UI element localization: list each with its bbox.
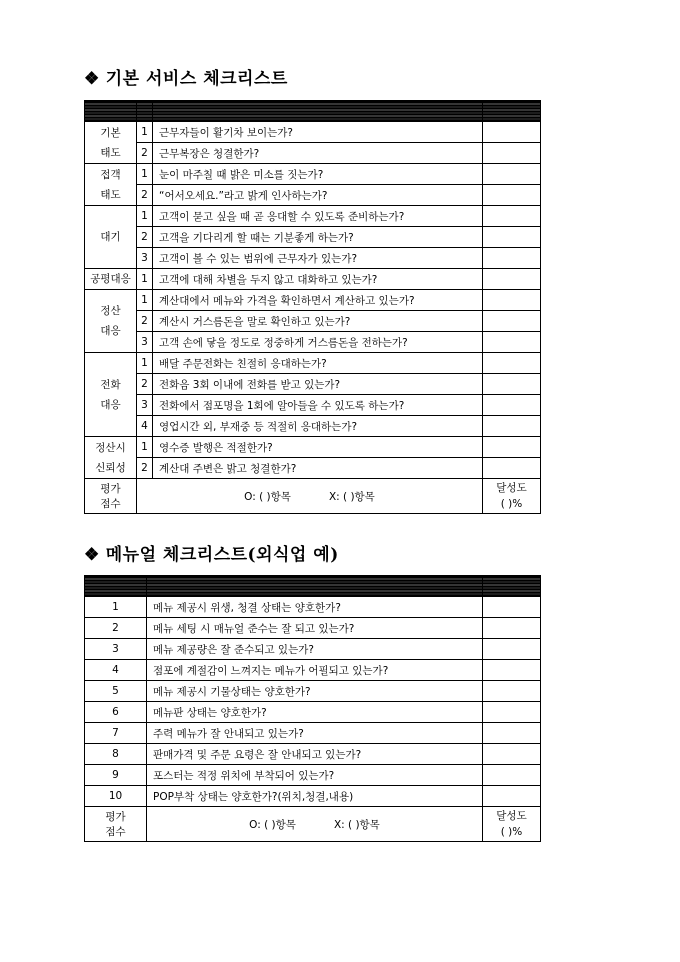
check-question: 고객을 기다리게 할 때는 기분좋게 하는가? xyxy=(153,227,483,248)
check-question: 주력 메뉴가 잘 안내되고 있는가? xyxy=(147,723,483,744)
achievement-rate-text: 달성도 xyxy=(496,810,527,822)
check-result-cell[interactable] xyxy=(483,143,541,164)
table-row xyxy=(85,164,541,185)
section2-title xyxy=(84,540,339,565)
table-row xyxy=(85,416,541,437)
item-number: 3 xyxy=(137,395,153,416)
check-question: 고객에 대해 차별을 두지 않고 대화하고 있는가? xyxy=(153,269,483,290)
table-row xyxy=(85,269,541,290)
table-row xyxy=(85,639,541,660)
check-question: 메뉴 세팅 시 매뉴얼 준수는 잘 되고 있는가? xyxy=(147,618,483,639)
check-question: 포스터는 적정 위치에 부착되어 있는가? xyxy=(147,765,483,786)
category-label: 전화 xyxy=(100,378,121,391)
table-row xyxy=(85,353,541,374)
item-number: 1 xyxy=(137,164,153,185)
evaluation-row xyxy=(85,807,541,842)
category-label: 태도 xyxy=(100,146,121,159)
item-number: 1 xyxy=(137,290,153,311)
check-result-cell[interactable] xyxy=(483,597,541,618)
table-row xyxy=(85,395,541,416)
table-row xyxy=(85,374,541,395)
check-result-cell[interactable] xyxy=(483,765,541,786)
check-question: 고객 손에 닿을 정도로 정중하게 거스름돈을 전하는가? xyxy=(153,332,483,353)
check-result-cell[interactable] xyxy=(483,122,541,143)
item-number: 2 xyxy=(137,374,153,395)
item-number: 2 xyxy=(137,311,153,332)
check-question: 근무자들이 활기차 보이는가? xyxy=(153,122,483,143)
table-row xyxy=(85,786,541,807)
category-label: 대응 xyxy=(100,325,121,337)
section1-title xyxy=(84,64,288,89)
evaluation-score xyxy=(137,479,483,514)
category-label: 정산시 xyxy=(95,441,126,454)
category-label: 태도 xyxy=(100,188,121,201)
check-question: 계산시 거스름돈을 말로 확인하고 있는가? xyxy=(153,311,483,332)
table-row xyxy=(85,723,541,744)
table-row xyxy=(85,681,541,702)
category-label: 신뢰성 xyxy=(95,461,126,474)
item-number: 7 xyxy=(85,723,147,744)
check-question: “어서오세요.”라고 밝게 인사하는가? xyxy=(153,185,483,206)
table-row xyxy=(85,248,541,269)
check-result-cell[interactable] xyxy=(483,353,541,374)
achievement-rate-text: ( )% xyxy=(500,826,523,838)
table-row xyxy=(85,702,541,723)
category-label: 대기 xyxy=(100,231,121,243)
header-row xyxy=(85,576,541,597)
table-row xyxy=(85,765,541,786)
table-row xyxy=(85,437,541,458)
check-question: 점포에 계절감이 느껴지는 메뉴가 어필되고 있는가? xyxy=(147,660,483,681)
table-row xyxy=(85,206,541,227)
item-number: 6 xyxy=(85,702,147,723)
item-number: 4 xyxy=(137,416,153,437)
check-result-cell[interactable] xyxy=(483,723,541,744)
check-result-cell[interactable] xyxy=(483,185,541,206)
check-result-cell[interactable] xyxy=(483,269,541,290)
check-question: 계산대에서 메뉴와 가격을 확인하면서 계산하고 있는가? xyxy=(153,290,483,311)
item-number: 3 xyxy=(85,639,147,660)
item-number: 4 xyxy=(85,660,147,681)
diamond-bullet-icon: ❖ xyxy=(84,545,100,565)
category-label: 기본 xyxy=(100,126,121,139)
item-number: 2 xyxy=(137,143,153,164)
evaluation-row xyxy=(85,479,541,514)
achievement-rate[interactable] xyxy=(483,807,541,842)
item-number: 10 xyxy=(85,786,147,807)
item-number: 2 xyxy=(137,185,153,206)
evaluation-label-text: 평가 xyxy=(100,483,121,495)
achievement-rate[interactable] xyxy=(483,479,541,514)
evaluation-label-text: 평가 xyxy=(105,811,126,823)
x-count-field[interactable]: X: ( )항목 xyxy=(333,818,380,831)
check-result-cell[interactable] xyxy=(483,206,541,227)
o-count-field[interactable]: O: ( )항목 xyxy=(244,490,291,503)
check-question: 전화에서 점포명을 1회에 알아들을 수 있도록 하는가? xyxy=(153,395,483,416)
check-question: 판매가격 및 주문 요령은 잘 안내되고 있는가? xyxy=(147,744,483,765)
table-row xyxy=(85,143,541,164)
check-question: 메뉴 제공량은 잘 준수되고 있는가? xyxy=(147,639,483,660)
table-row xyxy=(85,744,541,765)
item-number: 5 xyxy=(85,681,147,702)
check-result-cell[interactable] xyxy=(483,786,541,807)
x-count-field[interactable]: X: ( )항목 xyxy=(328,490,375,503)
check-question: POP부착 상태는 양호한가?(위치,청결,내용) xyxy=(147,786,483,807)
check-question: 배달 주문전화는 친절히 응대하는가? xyxy=(153,353,483,374)
check-result-cell[interactable] xyxy=(483,227,541,248)
check-result-cell[interactable] xyxy=(483,332,541,353)
basic-service-checklist-table xyxy=(84,100,541,514)
header-cell xyxy=(85,101,137,122)
check-question: 전화음 3회 이내에 전화를 받고 있는가? xyxy=(153,374,483,395)
check-result-cell[interactable] xyxy=(483,248,541,269)
category-label: 대응 xyxy=(100,398,121,411)
check-result-cell[interactable] xyxy=(483,416,541,437)
check-result-cell[interactable] xyxy=(483,702,541,723)
table-row xyxy=(85,597,541,618)
table-row xyxy=(85,618,541,639)
check-result-cell[interactable] xyxy=(483,437,541,458)
category-cell xyxy=(85,437,137,479)
check-result-cell[interactable] xyxy=(483,395,541,416)
item-number: 1 xyxy=(137,122,153,143)
check-question: 고객이 볼 수 있는 범위에 근무자가 있는가? xyxy=(153,248,483,269)
item-number: 2 xyxy=(137,227,153,248)
table-row xyxy=(85,311,541,332)
header-cell xyxy=(85,576,147,597)
item-number: 9 xyxy=(85,765,147,786)
check-question: 영수증 발행은 적절한가? xyxy=(153,437,483,458)
check-question: 메뉴 제공시 기물상태는 양호한가? xyxy=(147,681,483,702)
category-cell xyxy=(85,269,137,290)
table-row xyxy=(85,185,541,206)
check-result-cell[interactable] xyxy=(483,290,541,311)
manual-checklist-table xyxy=(84,575,541,842)
check-result-cell[interactable] xyxy=(483,311,541,332)
check-question: 눈이 마주칠 때 밝은 미소를 짓는가? xyxy=(153,164,483,185)
category-label: 공평대응 xyxy=(90,273,131,285)
category-label: 접객 xyxy=(100,168,121,181)
check-result-cell[interactable] xyxy=(483,164,541,185)
evaluation-label xyxy=(85,807,147,842)
category-cell xyxy=(85,206,137,269)
check-result-cell[interactable] xyxy=(483,660,541,681)
category-label: 정산 xyxy=(100,305,121,317)
item-number: 1 xyxy=(137,206,153,227)
evaluation-label-text: 점수 xyxy=(100,498,121,510)
check-question: 계산대 주변은 밝고 청결한가? xyxy=(153,458,483,479)
achievement-rate-text: 달성도 xyxy=(496,482,527,494)
item-number: 1 xyxy=(137,353,153,374)
check-result-cell[interactable] xyxy=(483,458,541,479)
diamond-bullet-icon: ❖ xyxy=(84,69,100,89)
achievement-rate-text: ( )% xyxy=(500,498,523,510)
check-result-cell[interactable] xyxy=(483,374,541,395)
table-row xyxy=(85,122,541,143)
item-number: 8 xyxy=(85,744,147,765)
header-row xyxy=(85,101,541,122)
section2-title-text: 메뉴얼 체크리스트(외식업 예) xyxy=(105,545,339,565)
header-cell xyxy=(483,576,541,597)
table-row xyxy=(85,458,541,479)
evaluation-label xyxy=(85,479,137,514)
header-cell xyxy=(147,576,483,597)
item-number: 1 xyxy=(137,437,153,458)
category-cell xyxy=(85,290,137,353)
table-row xyxy=(85,227,541,248)
table-row xyxy=(85,660,541,681)
item-number: 1 xyxy=(137,269,153,290)
table-row xyxy=(85,332,541,353)
category-cell xyxy=(85,353,137,437)
check-question: 영업시간 외, 부재중 등 적절히 응대하는가? xyxy=(153,416,483,437)
category-cell xyxy=(85,164,137,206)
check-result-cell[interactable] xyxy=(483,639,541,660)
check-question: 근무복장은 청결한가? xyxy=(153,143,483,164)
header-cell xyxy=(137,101,153,122)
item-number: 2 xyxy=(85,618,147,639)
check-question: 고객이 묻고 싶을 때 곧 응대할 수 있도록 준비하는가? xyxy=(153,206,483,227)
evaluation-score xyxy=(147,807,483,842)
header-cell xyxy=(483,101,541,122)
table-row xyxy=(85,290,541,311)
header-cell xyxy=(153,101,483,122)
o-count-field[interactable]: O: ( )항목 xyxy=(249,818,296,831)
check-result-cell[interactable] xyxy=(483,744,541,765)
item-number: 2 xyxy=(137,458,153,479)
check-result-cell[interactable] xyxy=(483,681,541,702)
item-number: 1 xyxy=(85,597,147,618)
check-question: 메뉴판 상태는 양호한가? xyxy=(147,702,483,723)
evaluation-label-text: 점수 xyxy=(105,826,126,838)
item-number: 3 xyxy=(137,332,153,353)
item-number: 3 xyxy=(137,248,153,269)
check-result-cell[interactable] xyxy=(483,618,541,639)
category-cell xyxy=(85,122,137,164)
check-question: 메뉴 제공시 위생, 청결 상태는 양호한가? xyxy=(147,597,483,618)
section1-title-text: 기본 서비스 체크리스트 xyxy=(105,69,288,89)
